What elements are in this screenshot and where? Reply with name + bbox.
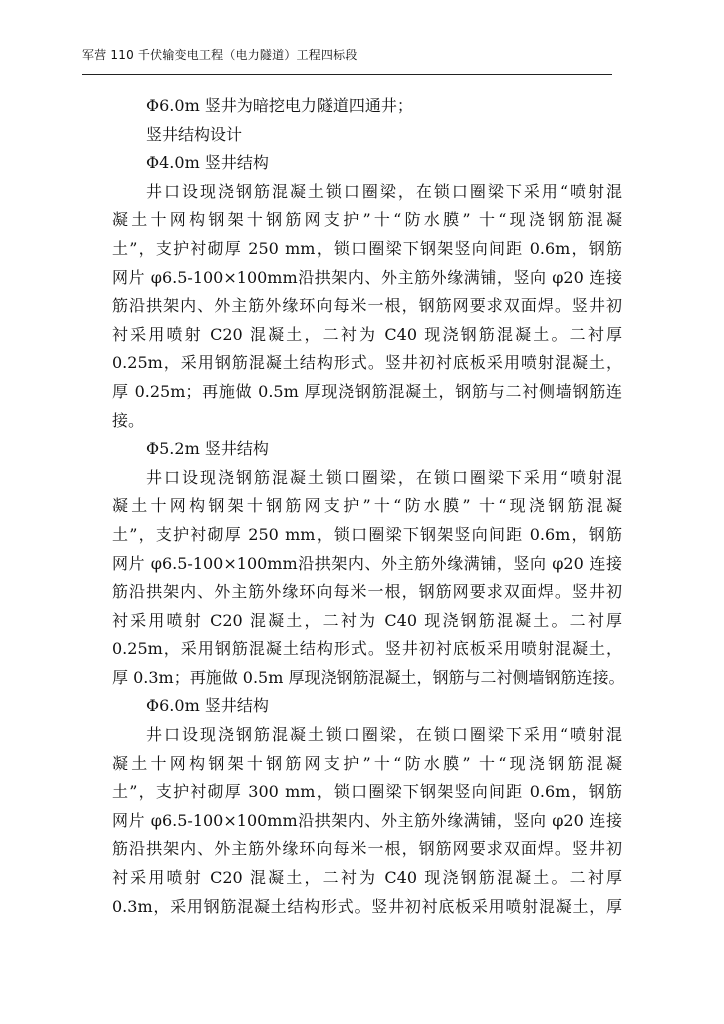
text-line	[112, 635, 622, 664]
text-line-content: 0.25m，采用钢筋混凝土结构形式。竖井初衬底板采用喷射混凝土，	[112, 353, 622, 373]
text-line-content: 网片 φ6.5-100×100mm沿拱架内、外主筋外缘满铺，竖向 φ20 连接	[112, 810, 622, 830]
text-line	[112, 721, 622, 750]
text-line	[112, 178, 622, 207]
text-line	[112, 121, 622, 150]
text-line	[112, 893, 622, 922]
text-line	[112, 92, 622, 121]
text-line-content: 井口设现浇钢筋混凝土锁口圈梁，在锁口圈梁下采用“喷射混	[146, 181, 622, 201]
text-line-content: 凝土十网构钢架十钢筋网支护”十“防水膜” 十“现浇钢筋混凝	[112, 496, 622, 516]
text-line-content: 衬采用喷射 C20 混凝土，二衬为 C40 现浇钢筋混凝土。二衬厚	[112, 610, 622, 630]
text-line-content: 衬采用喷射 C20 混凝土，二衬为 C40 现浇钢筋混凝土。二衬厚	[112, 324, 622, 344]
text-line-content: 接。	[112, 410, 145, 430]
document-body	[112, 92, 625, 921]
text-line	[112, 750, 622, 779]
text-line	[112, 264, 622, 293]
text-line	[112, 692, 622, 721]
text-line-content: 网片 φ6.5-100×100mm沿拱架内、外主筋外缘满铺，竖向 φ20 连接	[112, 553, 622, 573]
text-line-content: 网片 φ6.5-100×100mm沿拱架内、外主筋外缘满铺，竖向 φ20 连接	[112, 267, 622, 287]
text-line-content: 筋沿拱架内、外主筋外缘环向每米一根，钢筋网要求双面焊。竖井初	[112, 582, 622, 602]
text-line	[112, 807, 622, 836]
text-line-content: 0.3m，采用钢筋混凝土结构形式。竖井初衬底板采用喷射混凝土，厚	[112, 896, 622, 916]
text-line-content: 井口设现浇钢筋混凝土锁口圈梁，在锁口圈梁下采用“喷射混	[146, 467, 622, 487]
text-line	[112, 835, 622, 864]
text-line	[112, 435, 622, 464]
text-line	[112, 664, 625, 693]
text-line-content: 土”，支护衬砌厚 250 mm，锁口圈梁下钢架竖向间距 0.6m，钢筋	[112, 238, 622, 258]
text-line-content: 土”，支护衬砌厚 250 mm，锁口圈梁下钢架竖向间距 0.6m，钢筋	[112, 524, 622, 544]
text-line-content: Φ6.0m 竖井结构	[146, 696, 269, 716]
text-line	[112, 206, 622, 235]
text-line	[112, 292, 622, 321]
text-line	[112, 492, 622, 521]
text-line-content: 凝土十网构钢架十钢筋网支护”十“防水膜” 十“现浇钢筋混凝	[112, 210, 622, 230]
text-line-content: Φ6.0m 竖井为暗挖电力隧道四通井；	[146, 96, 413, 115]
text-line-content: Φ4.0m 竖井结构	[146, 153, 269, 173]
text-line-content: 土”，支护衬砌厚 300 mm，锁口圈梁下钢架竖向间距 0.6m，钢筋	[112, 782, 622, 802]
text-line	[112, 321, 622, 350]
text-line-content: 筋沿拱架内、外主筋外缘环向每米一根，钢筋网要求双面焊。竖井初	[112, 296, 622, 316]
text-line	[112, 349, 622, 378]
text-line-content: 凝土十网构钢架十钢筋网支护”十“防水膜” 十“现浇钢筋混凝	[112, 753, 622, 773]
text-line	[112, 607, 622, 636]
text-line-content: 厚 0.3m；再施做 0.5m 厚现浇钢筋混凝土，钢筋与二衬侧墙钢筋连接。	[112, 667, 625, 687]
text-line-content: 井口设现浇钢筋混凝土锁口圈梁，在锁口圈梁下采用“喷射混	[146, 725, 622, 745]
text-line-content: 厚 0.25m；再施做 0.5m 厚现浇钢筋混凝土，钢筋与二衬侧墙钢筋连	[112, 381, 622, 401]
text-line	[112, 578, 622, 607]
text-line	[112, 864, 622, 893]
text-line	[112, 464, 622, 493]
page-header: 军营 110 千伏输变电工程（电力隧道）工程四标段	[82, 48, 358, 62]
text-line	[112, 521, 622, 550]
text-line	[112, 550, 622, 579]
text-line	[112, 378, 622, 407]
text-line	[112, 407, 622, 436]
text-line	[112, 149, 622, 178]
text-line	[112, 235, 622, 264]
text-line-content: 筋沿拱架内、外主筋外缘环向每米一根，钢筋网要求双面焊。竖井初	[112, 839, 622, 859]
header-divider	[82, 74, 612, 75]
text-line-content: 竖井结构设计	[146, 124, 243, 144]
text-line-content: 衬采用喷射 C20 混凝土，二衬为 C40 现浇钢筋混凝土。二衬厚	[112, 868, 622, 888]
text-line-content: 0.25m，采用钢筋混凝土结构形式。竖井初衬底板采用喷射混凝土，	[112, 639, 622, 659]
text-line	[112, 778, 622, 807]
text-line-content: Φ5.2m 竖井结构	[146, 439, 269, 459]
